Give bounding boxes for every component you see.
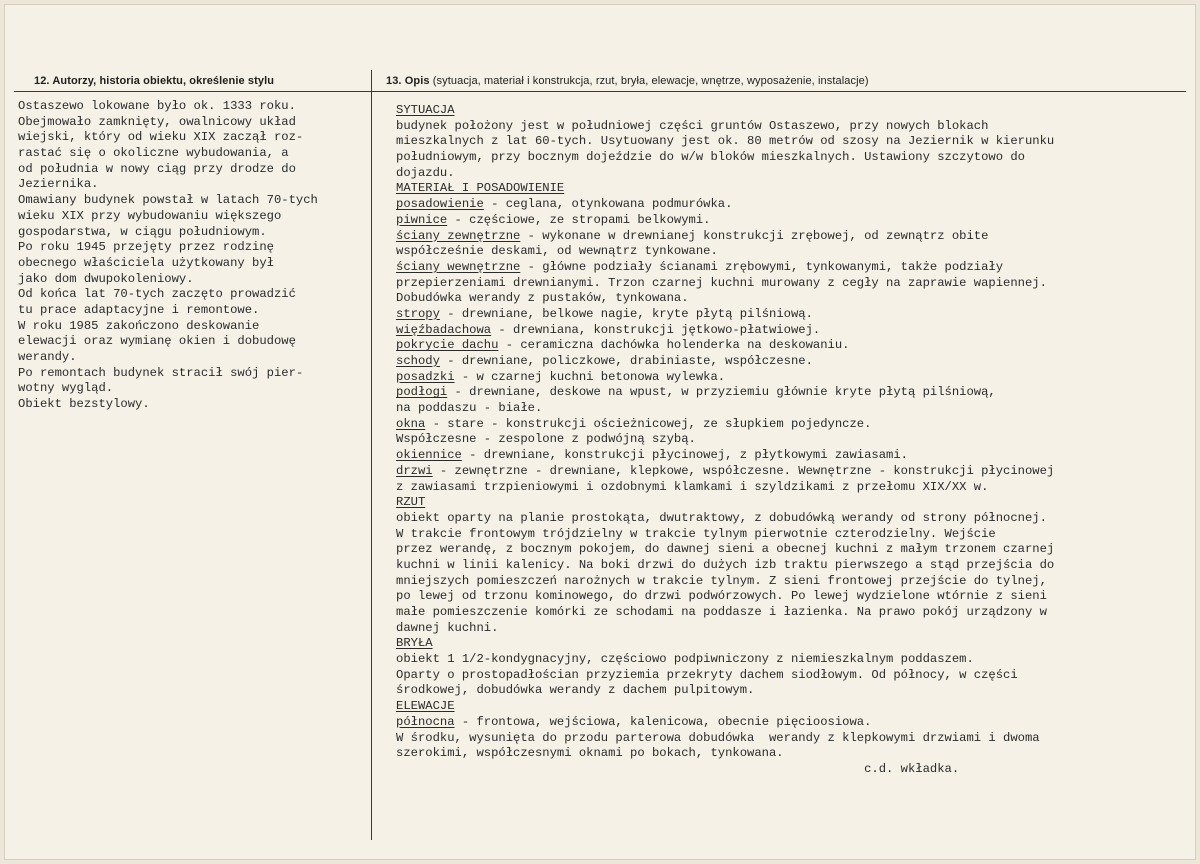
history-line: Obiekt bezstylowy. xyxy=(18,397,150,412)
description-line xyxy=(396,370,1186,386)
description-line xyxy=(396,432,1186,448)
section-12-heading xyxy=(34,75,274,87)
description-text: południowym, przy bocznym dojeździe do w/w bloków mieszkalnych. Ustawiony szczytowo do xyxy=(396,150,1025,165)
history-text-column xyxy=(18,99,364,413)
description-text: - stare - konstrukcji ościeżnicowej, ze słupkiem pojedyncze. xyxy=(425,416,872,431)
description-line xyxy=(396,699,1186,715)
description-line xyxy=(396,574,1186,590)
underlined-term: SYTUACJA xyxy=(396,103,455,117)
description-text: - drewniane, deskowe na wpust, w przyziemiu głównie kryte płytą pilśniową, xyxy=(447,385,996,400)
description-text-column xyxy=(396,103,1186,778)
description-text: szerokimi, współczesnymi oknami po bokach, tynkowana. xyxy=(396,746,784,761)
underlined-term: posadzki xyxy=(396,369,455,384)
underlined-term: schody xyxy=(396,354,440,368)
history-line: Po remontach budynek stracił swój pier- xyxy=(18,365,304,380)
description-line xyxy=(396,621,1186,637)
description-line xyxy=(396,134,1186,150)
description-line xyxy=(396,542,1186,558)
description-text: - ceglana, otynkowana podmurówka. xyxy=(483,197,733,212)
history-line: rastać się o okoliczne wybudowania, a xyxy=(18,146,289,161)
description-text: na poddaszu - białe. xyxy=(396,401,543,416)
description-line xyxy=(396,558,1186,574)
description-line xyxy=(396,385,1186,401)
horizontal-divider xyxy=(14,91,1186,92)
description-line xyxy=(396,338,1186,354)
underlined-term: podłogi xyxy=(396,385,448,400)
description-text: Dobudówka werandy z pustaków, tynkowana. xyxy=(396,291,689,306)
description-line xyxy=(396,103,1186,119)
description-line xyxy=(396,480,1186,496)
history-line: wieku XIX przy wybudowaniu większego xyxy=(18,208,282,223)
section-13-heading xyxy=(386,75,869,87)
history-line: obecnego właściciela użytkowany był xyxy=(18,255,274,270)
description-text: dojazdu. xyxy=(396,165,455,180)
description-text: obiekt 1 1/2-kondygnacyjny, częściowo podpiwniczony z niemieszkalnym poddaszem. xyxy=(396,652,974,667)
description-line xyxy=(396,213,1186,229)
description-text: - drewniana, konstrukcji jętkowo-płatwiowej. xyxy=(491,322,821,337)
history-line: jako dom dwupokoleniowy. xyxy=(18,271,194,286)
section-13-subtitle: (sytuacja, materiał i konstrukcja, rzut, bryła, elewacje, wnętrze, wyposażenie, instalacje) xyxy=(432,75,869,87)
description-line xyxy=(396,417,1186,433)
description-line xyxy=(396,229,1186,245)
description-line xyxy=(396,464,1186,480)
underlined-term: ściany zewnętrzne xyxy=(396,228,521,243)
description-text: - wykonane w drewnianej konstrukcji zrębowej, od zewnątrz obite xyxy=(520,228,989,243)
description-text: - ceramiczna dachówka holenderka na deskowaniu. xyxy=(498,338,850,353)
description-line xyxy=(396,652,1186,668)
history-line: gospodarstwa, w ciągu południowym. xyxy=(18,224,267,239)
description-text: - frontowa, wejściowa, kalenicowa, obecnie pięcioosiowa. xyxy=(454,714,872,729)
underlined-term: piwnice xyxy=(396,212,448,227)
history-line: Omawiany budynek powstał w latach 70-tych xyxy=(18,193,318,208)
description-line xyxy=(396,244,1186,260)
description-text: - drewniane, policzkowe, drabiniaste, współczesne. xyxy=(439,354,813,368)
underlined-term: BRYŁA xyxy=(396,636,433,651)
description-line xyxy=(396,260,1186,276)
description-text: kuchni w linii kalenicy. Na boki drzwi do dużych izb traktu pierwszego a stąd przejścia do xyxy=(396,557,1055,572)
description-text: mieszkalnych z lat 60-tych. Usytuowany jest ok. 80 metrów od szosy na Jeziernik w kierunku xyxy=(396,134,1055,149)
history-line: Po roku 1945 przejęty przez rodzinę xyxy=(18,240,274,255)
description-text: - częściowe, ze stropami belkowymi. xyxy=(447,212,711,227)
underlined-term: MATERIAŁ I POSADOWIENIE xyxy=(396,181,565,196)
description-text: - zewnętrzne - drewniane, klepkowe, współczesne. Wewnętrzne - konstrukcji płycinowej xyxy=(432,463,1055,478)
description-text: przez werandę, z bocznym pokojem, do dawnej sieni a obecnej kuchni z małym trzonem czarnej xyxy=(396,542,1055,557)
description-text: przepierzeniami drewnianymi. Trzon czarnej kuchni murowany z cegły na zaprawie wapiennej. xyxy=(396,275,1047,290)
description-text: c.d. wkładka. xyxy=(396,761,960,776)
description-line xyxy=(396,683,1186,699)
description-line xyxy=(396,605,1186,621)
description-line xyxy=(396,401,1186,417)
history-line: Od końca lat 70-tych zaczęto prowadzić xyxy=(18,287,296,302)
underlined-term: więźbadachowa xyxy=(396,322,492,337)
section-12-title: Autorzy, historia obiektu, określenie stylu xyxy=(52,75,275,87)
description-text: - drewniane, belkowe nagie, kryte płytą pilśniową. xyxy=(439,306,813,321)
description-text: Oparty o prostopadłościan przyziemia przekryty dachem siodłowym. Od północy, w części xyxy=(396,667,1018,682)
description-text: dawnej kuchni. xyxy=(396,620,499,635)
description-text: - główne podziały ścianami zrębowymi, tynkowanymi, także podziały xyxy=(520,259,1004,274)
underlined-term: stropy xyxy=(396,306,440,321)
underlined-term: okiennice xyxy=(396,448,462,463)
description-text: W trakcie frontowym trójdzielny w trakcie tylnym pierwotnie czterodzielny. Wejście xyxy=(396,526,996,541)
history-line: wotny wygląd. xyxy=(18,381,114,396)
description-line xyxy=(396,731,1186,747)
section-13-number: 13. xyxy=(386,75,402,87)
description-line xyxy=(396,715,1186,731)
description-line xyxy=(396,197,1186,213)
history-line: tu prace adaptacyjne i remontowe. xyxy=(18,302,260,317)
description-text: Współczesne - zespolone z podwójną szybą. xyxy=(396,432,696,447)
history-line: wiejski, który od wieku XIX zaczął roz- xyxy=(18,130,304,145)
underlined-term: drzwi xyxy=(396,463,433,478)
underlined-term: RZUT xyxy=(396,495,426,510)
description-line xyxy=(396,276,1186,292)
description-text: małe pomieszczenie komórki ze schodami na poddasze i łazienka. Na prawo pokój urządzony w xyxy=(396,605,1047,619)
vertical-divider xyxy=(371,70,372,840)
description-line xyxy=(396,762,1186,778)
history-line: werandy. xyxy=(18,350,77,364)
underlined-term: pokrycie dachu xyxy=(396,338,499,353)
section-12-number: 12. xyxy=(34,75,50,87)
description-text: z zawiasami trzpieniowymi i ozdobnymi klamkami i szyldzikami z przełomu XIX/XX w. xyxy=(396,479,989,494)
description-line xyxy=(396,448,1186,464)
underlined-term: północna xyxy=(396,714,455,729)
description-text: współcześnie deskami, od wewnątrz tynkowane. xyxy=(396,244,718,259)
description-line xyxy=(396,291,1186,307)
history-line: Ostaszewo lokowane było ok. 1333 roku. xyxy=(18,99,296,113)
history-line: elewacji oraz wymianę okien i dobudowę xyxy=(18,334,296,349)
description-text: po lewej od trzonu kominowego, do drzwi podwórzowych. Po lewej wydzielone wtórnie z sieni xyxy=(396,589,1047,604)
underlined-term: ściany wewnętrzne xyxy=(396,259,521,274)
section-13-title: Opis xyxy=(404,75,430,87)
description-line xyxy=(396,668,1186,684)
underlined-term: ELEWACJE xyxy=(396,699,455,714)
description-text: obiekt oparty na planie prostokąta, dwutraktowy, z dobudówką werandy od strony północnej. xyxy=(396,510,1047,525)
underlined-term: posadowienie xyxy=(396,197,484,212)
description-line xyxy=(396,511,1186,527)
description-line xyxy=(396,307,1186,323)
history-line: Jeziernika. xyxy=(18,177,99,192)
description-line xyxy=(396,150,1186,166)
description-text: W środku, wysunięta do przodu parterowa dobudówka werandy z klepkowymi drzwiami i dwoma xyxy=(396,730,1040,745)
description-line xyxy=(396,495,1186,511)
description-text: mniejszych pomieszczeń narożnych w trakcie tylnym. Z sieni frontowej przejście do tylnej, xyxy=(396,573,1047,588)
description-line xyxy=(396,166,1186,182)
description-line xyxy=(396,119,1186,135)
history-line: od południa w nowy ciąg przy drodze do xyxy=(18,161,296,176)
description-text: środkowej, dobudówka werandy z dachem pulpitowym. xyxy=(396,683,755,698)
description-line xyxy=(396,589,1186,605)
description-line xyxy=(396,354,1186,370)
description-line xyxy=(396,181,1186,197)
description-text: - w czarnej kuchni betonowa wylewka. xyxy=(454,369,726,384)
description-line xyxy=(396,323,1186,339)
history-line: W roku 1985 zakończono deskowanie xyxy=(18,318,260,333)
description-line xyxy=(396,636,1186,652)
description-line xyxy=(396,746,1186,762)
history-line: Obejmowało zamknięty, owalnicowy układ xyxy=(18,114,296,129)
description-line xyxy=(396,527,1186,543)
description-text: - drewniane, konstrukcji płycinowej, z płytkowymi zawiasami. xyxy=(461,448,908,463)
underlined-term: okna xyxy=(396,416,426,431)
description-text: budynek położony jest w południowej części gruntów Ostaszewo, przy nowych blokach xyxy=(396,118,989,133)
